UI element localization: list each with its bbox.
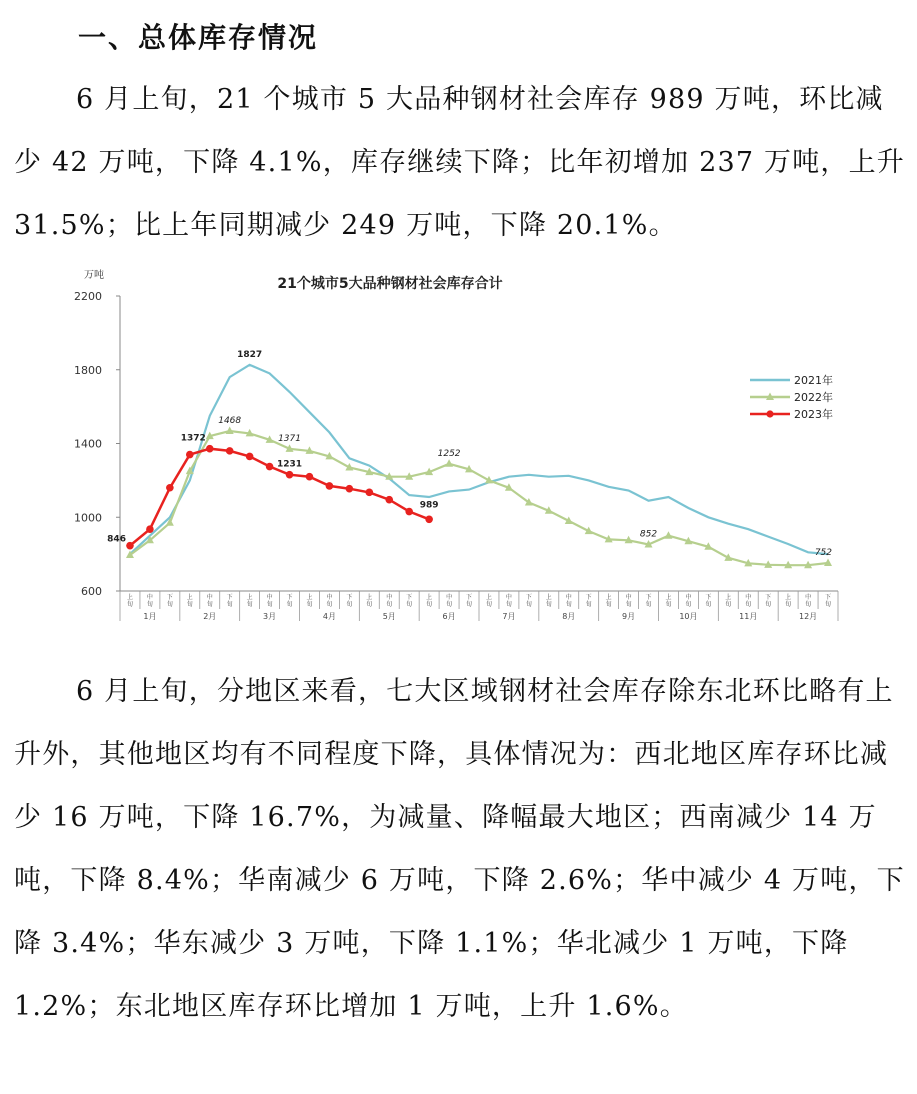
- x-month-label: 9月: [622, 612, 636, 621]
- x-dekad-label: 上旬: [605, 594, 612, 608]
- data-label: 752: [814, 547, 833, 558]
- x-dekad-label: 下旬: [825, 594, 832, 608]
- paragraph-regional-inventory: 6 月上旬，分地区来看，七大区域钢材社会库存除东北环比略有上升外，其他地区均有不同程度下降，具体情况为：西北地区库存环比减少 16 万吨，下降 16.7%，为减量、降幅最大地区；西南减少 14 万吨，下降 8.4%；华南减少 6 万吨，下降 2.6%；华中减少 4 万吨，下降 3.4%；华东减少 3 万吨，下降 1.1%；华北减少 1 万吨，下降 1.2%；东北地区库存环比增加 1 万吨，上升 1.6%。: [14, 676, 905, 1022]
- x-dekad-label: 上旬: [785, 594, 792, 608]
- x-month-label: 10月: [679, 612, 698, 621]
- x-month-label: 1月: [143, 612, 157, 621]
- data-point-2023年: [146, 525, 154, 533]
- x-dekad-label: 下旬: [166, 594, 173, 608]
- y-axis-unit: 万吨: [84, 270, 104, 281]
- y-tick-label: 1400: [74, 437, 102, 451]
- x-dekad-label: 下旬: [645, 594, 652, 608]
- y-tick-label: 600: [81, 585, 102, 598]
- x-dekad-label: 上旬: [366, 594, 373, 608]
- x-dekad-label: 下旬: [765, 594, 772, 608]
- data-point-2023年: [226, 447, 234, 455]
- x-dekad-label: 中旬: [386, 594, 393, 608]
- series-line-2021年: [130, 365, 828, 554]
- legend-label: 2022年: [794, 391, 833, 404]
- x-dekad-label: 上旬: [725, 594, 732, 608]
- data-label: 989: [419, 500, 439, 511]
- x-dekad-label: 下旬: [286, 594, 293, 608]
- x-month-label: 8月: [562, 612, 576, 621]
- x-dekad-label: 下旬: [406, 594, 413, 608]
- chart-title: 21个城市5大品种钢材社会库存合计: [277, 276, 503, 292]
- x-dekad-label: 上旬: [545, 594, 552, 608]
- x-month-label: 4月: [322, 612, 336, 621]
- x-dekad-label: 上旬: [665, 594, 672, 608]
- x-dekad-label: 中旬: [266, 594, 273, 608]
- data-point-2023年: [126, 542, 134, 550]
- inventory-line-chart: [60, 258, 850, 648]
- data-point-2023年: [186, 451, 194, 459]
- x-dekad-label: 上旬: [246, 594, 253, 608]
- x-dekad-label: 下旬: [585, 594, 592, 608]
- x-month-label: 3月: [263, 612, 277, 621]
- data-point-2023年: [286, 471, 294, 479]
- legend-label: 2021年: [794, 374, 833, 387]
- x-month-label: 7月: [502, 612, 516, 621]
- x-dekad-label: 下旬: [705, 594, 712, 608]
- paragraph-overall-inventory: 6 月上旬，21 个城市 5 大品种钢材社会库存 989 万吨，环比减少 42 万吨，下降 4.1%，库存继续下降；比年初增加 237 万吨，上升 31.5%；比上年同期减少 249 万吨，下降 20.1%。: [14, 84, 905, 241]
- data-point-2023年: [366, 489, 374, 497]
- x-month-label: 5月: [382, 612, 396, 621]
- y-tick-label: 1000: [74, 511, 102, 525]
- x-dekad-label: 上旬: [485, 594, 492, 608]
- data-label: 1827: [237, 349, 263, 360]
- x-dekad-label: 上旬: [426, 594, 433, 608]
- data-label: 1372: [180, 433, 206, 444]
- x-dekad-label: 下旬: [226, 594, 233, 608]
- x-dekad-label: 中旬: [206, 594, 213, 608]
- data-point-2023年: [246, 453, 254, 461]
- x-month-label: 2月: [203, 612, 217, 621]
- x-dekad-label: 下旬: [466, 594, 473, 608]
- x-dekad-label: 中旬: [745, 594, 752, 608]
- data-point-2023年: [326, 482, 334, 490]
- x-dekad-label: 中旬: [505, 594, 512, 608]
- x-dekad-label: 中旬: [805, 594, 812, 608]
- data-label: 1252: [437, 448, 461, 459]
- x-dekad-label: 中旬: [685, 594, 692, 608]
- x-month-label: 6月: [442, 612, 456, 621]
- y-tick-label: 1800: [74, 363, 102, 377]
- x-dekad-label: 中旬: [446, 594, 453, 608]
- x-dekad-label: 中旬: [625, 594, 632, 608]
- data-point-2023年: [346, 485, 354, 493]
- data-point-2023年: [266, 463, 274, 471]
- data-point-2023年: [306, 473, 314, 481]
- legend-label: 2023年: [794, 408, 833, 421]
- x-month-label: 12月: [798, 612, 818, 621]
- x-dekad-label: 中旬: [146, 594, 153, 608]
- x-dekad-label: 中旬: [326, 594, 333, 608]
- data-point-2022年: [445, 459, 453, 467]
- data-label: 1371: [278, 433, 301, 444]
- legend-marker: [766, 410, 773, 417]
- x-dekad-label: 下旬: [525, 594, 532, 608]
- data-label: 846: [107, 534, 126, 545]
- data-point-2023年: [206, 445, 214, 453]
- x-dekad-label: 上旬: [306, 594, 313, 608]
- data-point-2023年: [385, 496, 393, 504]
- data-point-2023年: [405, 508, 413, 516]
- x-dekad-label: 中旬: [565, 594, 572, 608]
- section-heading: 一、总体库存情况: [78, 21, 319, 54]
- data-label: 1468: [218, 415, 242, 426]
- data-label: 852: [639, 529, 658, 540]
- x-dekad-label: 上旬: [186, 594, 193, 608]
- data-point-2022年: [664, 531, 672, 539]
- data-label: 1231: [276, 459, 303, 470]
- data-point-2022年: [226, 426, 234, 434]
- x-dekad-label: 下旬: [346, 594, 353, 608]
- x-dekad-label: 上旬: [126, 594, 133, 608]
- x-month-label: 11月: [739, 612, 758, 621]
- y-tick-label: 2200: [74, 290, 102, 303]
- data-point-2023年: [166, 484, 174, 492]
- data-point-2023年: [425, 515, 433, 523]
